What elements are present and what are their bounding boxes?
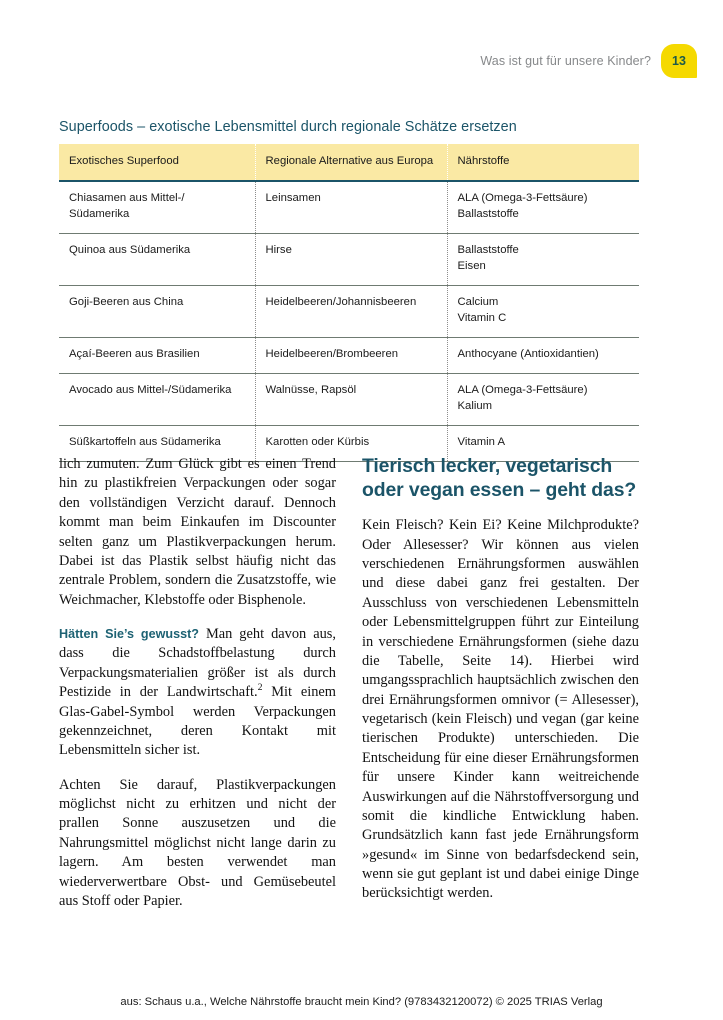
cell-nutrients-line: Anthocyane (Antioxidantien)	[457, 348, 599, 361]
page-number-badge: 13	[661, 44, 697, 78]
table-row	[59, 286, 639, 338]
table-head	[59, 144, 639, 181]
paragraph-did-you-know-part1: Man geht davon aus, dass die Schadstoffbelastung durch Verpackungsmaterialien größer ist als durch Pestizide in der Landwirtschaft.	[59, 626, 336, 701]
paragraph-plastic-trend: lich zumuten. Zum Glück gibt es einen Trend hin zu plastikfreien Verpackungen oder sogar den vollständigen Verzicht darauf. Dennoch kommt man beim Einkaufen im Discounter selten ganz um Plastikverpackungen herum. Dabei ist das Plastik selbst häufig nicht das zentrale Problem, sondern die Zusatzstoffe, wie Weichmacher, Klebstoffe oder Bisphenole.	[59, 456, 336, 608]
cell-exotic: Açaí-Beeren aus Brasilien	[59, 338, 255, 374]
cell-exotic: Goji-Beeren aus China	[59, 286, 255, 338]
paragraph-did-you-know	[59, 625, 336, 761]
cell-nutrients	[447, 286, 639, 338]
table-header-cell-nutrients: Nährstoffe	[447, 144, 639, 181]
cell-exotic: Quinoa aus Südamerika	[59, 234, 255, 286]
table-row	[59, 234, 639, 286]
cell-alternative: Walnüsse, Rapsöl	[255, 374, 447, 426]
cell-nutrients	[447, 338, 639, 374]
cell-alternative: Karotten oder Kürbis	[255, 426, 447, 462]
cell-nutrients-line: Vitamin C	[457, 312, 507, 325]
table-header-cell-alternative: Regionale Alternative aus Europa	[255, 144, 447, 181]
right-text-column	[362, 455, 639, 919]
cell-exotic: Avocado aus Mittel-/Südamerika	[59, 374, 255, 426]
section-heading: Tierisch lecker, vegetarisch oder vegan essen – geht das?	[362, 455, 637, 501]
cell-nutrients-line: ALA (Omega-3-Fettsäure)	[457, 192, 588, 205]
cell-alternative: Hirse	[255, 234, 447, 286]
paragraph-diet-forms: Kein Fleisch? Kein Ei? Keine Milchprodukte? Oder Allesesser? Wir können aus vielen verschiedenen Ernährungsformen auswählen und diese dabei ganz frei gestalten. Der Ausschluss von verschiedenen Lebensmitteln oder Lebensmittelgruppen führt zur Einteilung in verschiedene Ernährungsformen (siehe dazu die Tabelle, Seite 14). Hierbei wird umgangssprachlich hauptsächlich zwischen den drei Ernährungsformen omnivor (= Allesesser), vegetarisch (kein Fleisch) und vegan (gar keine tierischen Produkte) unterschieden. Die Entscheidung für eine dieser Ernährungsformen für unsere Kinder kann weitreichende Auswirkungen auf die Nährstoffversorgung und somit die kindliche Entwicklung haben. Grundsätzlich kann fast jede Ernährungsform »gesund« im Sinne von bedarfsdeckend sein, wenn sie gut geplant ist und dabei einige Dinge berücksichtigt werden.	[362, 517, 639, 902]
table-header-cell-exotic: Exotisches Superfood	[59, 144, 255, 181]
table-row	[59, 374, 639, 426]
table-title: Superfoods – exotische Lebensmittel durch regionale Schätze ersetzen	[59, 119, 517, 135]
paragraph-storage-advice: Achten Sie darauf, Plastikverpackungen möglichst nicht zu erhitzen und nicht der prallen Sonne auszusetzen und die Nahrungsmittel möglichst nicht lange darin zu lagern. Am besten verwendet man wiederverwertbare Obst- und Gemüsebeutel aus Stoff oder Papier.	[59, 776, 336, 909]
cell-nutrients-line: Ballaststoffe	[457, 208, 519, 221]
footnote-marker: 2	[257, 682, 263, 694]
paragraph-did-you-know-part2: Mit einem Glas-Gabel-Symbol werden Verpackungen gekennzeichnet, deren Kontakt mit Lebensmitteln sicher ist.	[59, 684, 336, 759]
cell-nutrients-line: Vitamin A	[457, 436, 506, 449]
table-row	[59, 181, 639, 234]
table-body	[59, 181, 639, 462]
cell-alternative: Leinsamen	[255, 181, 447, 234]
table-row	[59, 338, 639, 374]
cell-nutrients	[447, 181, 639, 234]
cell-nutrients-line: Kalium	[457, 400, 493, 413]
cell-alternative: Heidelbeeren/Brombeeren	[255, 338, 447, 374]
cell-nutrients	[447, 234, 639, 286]
cell-nutrients-line: Ballaststoffe	[457, 244, 519, 257]
cell-alternative: Heidelbeeren/Johannisbeeren	[255, 286, 447, 338]
superfoods-table	[59, 144, 639, 462]
footer-credit: aus: Schaus u.a., Welche Nährstoffe braucht mein Kind? (9783432120072) © 2025 TRIAS Verlag	[120, 996, 603, 1008]
cell-nutrients-line: Eisen	[457, 260, 486, 273]
running-header-title: Was ist gut für unsere Kinder?	[480, 54, 651, 68]
cell-nutrients-line: Calcium	[457, 296, 499, 309]
cell-exotic: Süßkartoffeln aus Südamerika	[59, 426, 255, 462]
running-header	[0, 44, 723, 82]
cell-nutrients-line: ALA (Omega-3-Fettsäure)	[457, 384, 588, 397]
cell-nutrients	[447, 374, 639, 426]
text-columns	[59, 455, 639, 955]
table-header-row	[59, 144, 639, 181]
cell-exotic: Chiasamen aus Mittel-/ Südamerika	[59, 181, 255, 234]
superfoods-table-block	[59, 119, 639, 462]
left-text-column	[59, 455, 336, 926]
lead-in-label: Hätten Sie’s gewusst?	[59, 627, 199, 641]
